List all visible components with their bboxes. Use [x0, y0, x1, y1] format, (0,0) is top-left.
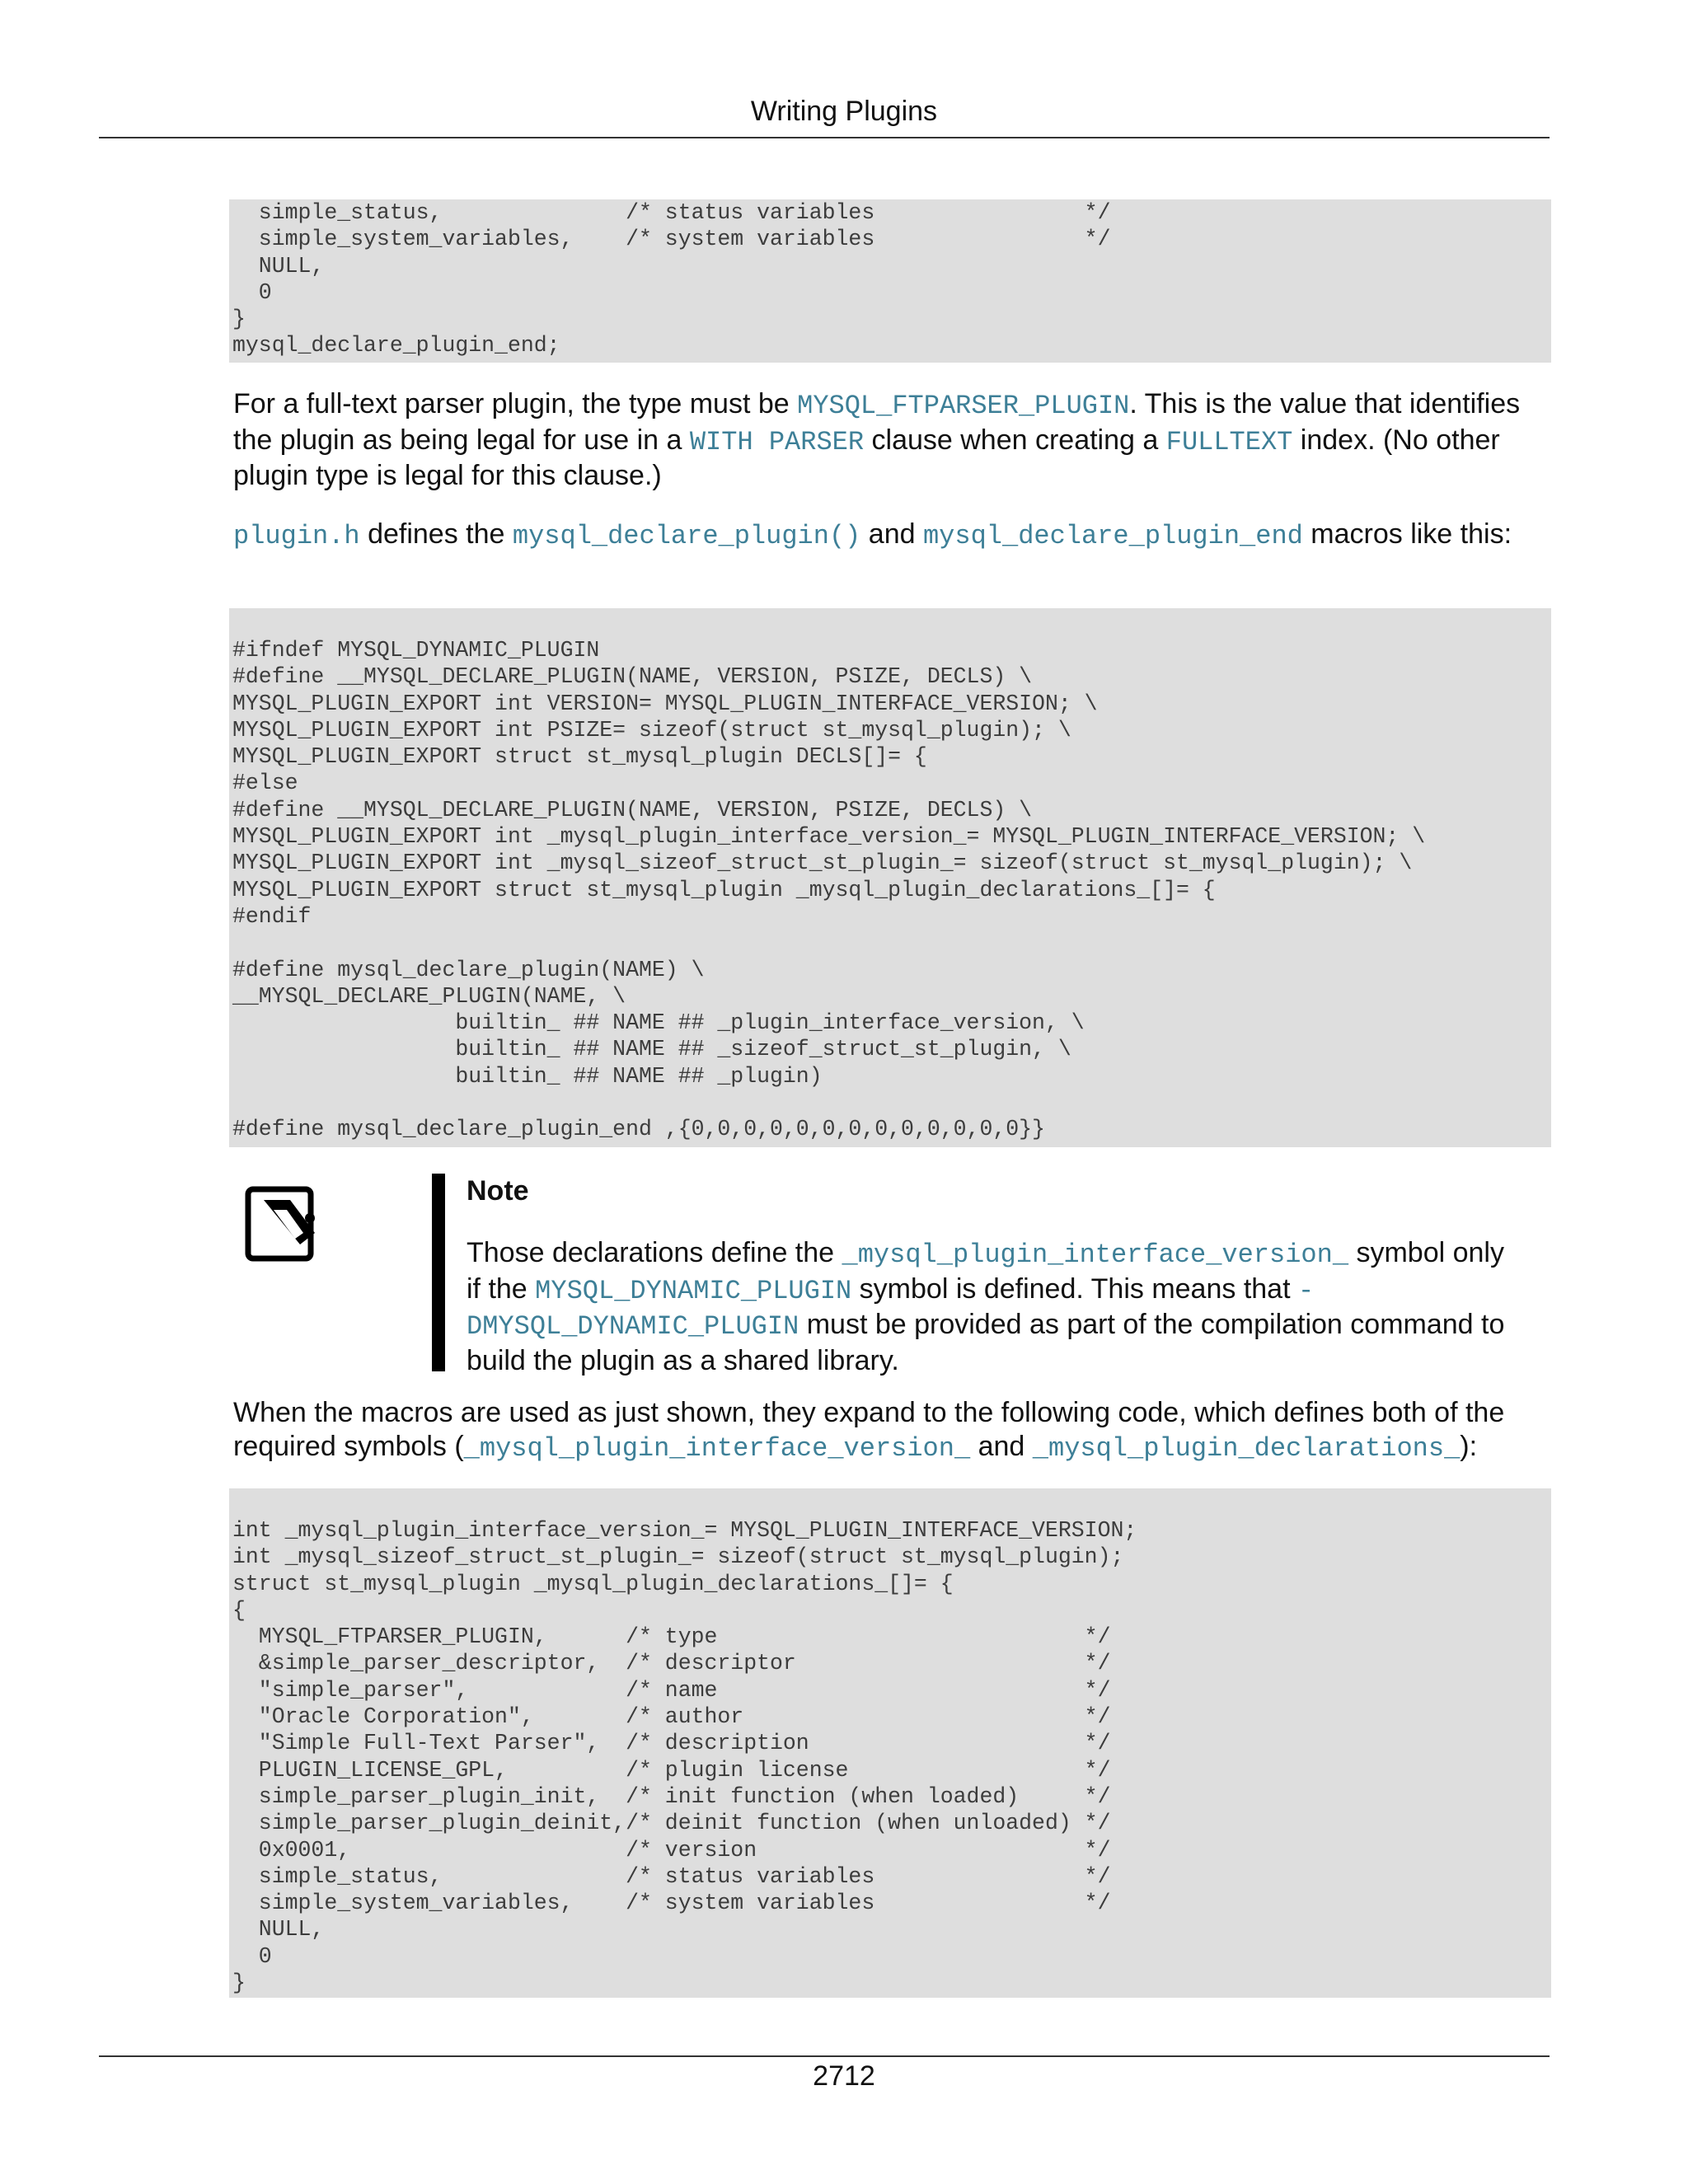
- paragraph-macro-expansion: [233, 1396, 1552, 1465]
- text-segment: and: [860, 518, 923, 550]
- text-segment: must be provided as part of the compilation command to build the plugin as a shared library.: [467, 1309, 1505, 1376]
- page-number: 2712: [813, 2060, 875, 2092]
- code-literal: _mysql_plugin_declarations_: [1032, 1432, 1461, 1464]
- note-pencil-icon: [244, 1185, 318, 1264]
- text-segment: symbol is defined. This means that: [851, 1272, 1298, 1305]
- header-rule: [99, 137, 1550, 138]
- code-literal: mysql_declare_plugin(): [512, 521, 861, 551]
- code-literal: plugin.h: [233, 521, 360, 551]
- text-segment: For a full-text parser plugin, the type must be: [233, 388, 798, 419]
- text-segment: When the macros are used as just shown, they expand to the following code, which defines both of the required symbols (: [233, 1397, 1505, 1462]
- code-literal: -DMYSQL_DYNAMIC_PLUGIN: [467, 1275, 1315, 1342]
- text-segment: and: [970, 1430, 1033, 1462]
- text-segment: index. (No other plugin type is legal for this clause.): [233, 424, 1500, 491]
- code-literal: MYSQL_DYNAMIC_PLUGIN: [535, 1275, 852, 1306]
- running-header: Writing Plugins: [750, 96, 938, 127]
- text-segment: ):: [1460, 1430, 1478, 1462]
- footer-rule: [99, 2055, 1550, 2057]
- text-segment: symbol only if the: [467, 1237, 1504, 1305]
- code-literal: WITH PARSER: [689, 426, 865, 457]
- note-title: Note: [467, 1175, 529, 1207]
- code-block-plugin-end: simple_status, /* status variables */ simple_system_variables, /* system variables */ NULL, 0 } mysql_declare_plugin_end;: [229, 199, 1551, 363]
- code-block-expanded-declarations: int _mysql_plugin_interface_version_= MYSQL_PLUGIN_INTERFACE_VERSION; int _mysql_sizeof_struct_st_plugin_= sizeof(struct st_mysql_plugin); struct st_mysql_plugin _mysql_plugin_declarations_[]= { { MYSQL_FTPARSER_PLUGIN, /* type */ &simple_parser_descriptor, /* descriptor */ "simple_parser", /* name */ "Oracle Corporation", /* author */ "Simple Full-Text Parser", /* description */ PLUGIN_LICENSE_GPL, /* plugin license */ simple_parser_plugin_init, /* init function (when loaded) */ simple_parser_plugin_deinit,/* deinit function (when unloaded) */ 0x0001, /* version */ simple_status, /* status variables */ simple_system_variables, /* system variables */ NULL, 0 }: [229, 1488, 1551, 1998]
- text-segment: Those declarations define the: [467, 1237, 842, 1268]
- note-body: [467, 1236, 1505, 1377]
- text-segment: clause when creating a: [864, 424, 1166, 456]
- code-block-macro-definitions: #ifndef MYSQL_DYNAMIC_PLUGIN #define __MYSQL_DECLARE_PLUGIN(NAME, VERSION, PSIZE, DECLS) \ MYSQL_PLUGIN_EXPORT int VERSION= MYSQL_PLUGIN_INTERFACE_VERSION; \ MYSQL_PLUGIN_EXPORT int PSIZE= sizeof(struct st_mysql_plugin); \ MYSQL_PLUGIN_EXPORT struct st_mysql_plugin DECLS[]= { #else #define __MYSQL_DECLARE_PLUGIN(NAME, VERSION, PSIZE, DECLS) \ MYSQL_PLUGIN_EXPORT int _mysql_plugin_interface_version_= MYSQL_PLUGIN_INTERFACE_VERSION; \ MYSQL_PLUGIN_EXPORT int _mysql_sizeof_struct_st_plugin_= sizeof(struct st_mysql_plugin); \ MYSQL_PLUGIN_EXPORT struct st_mysql_plugin _mysql_plugin_declarations_[]= { #endif #define mysql_declare_plugin(NAME) \ __MYSQL_DECLARE_PLUGIN(NAME, \ builtin_ ## NAME ## _plugin_interface_version, \ builtin_ ## NAME ## _sizeof_struct_st_plugin, \ builtin_ ## NAME ## _plugin) #define mysql_declare_plugin_end ,{0,0,0,0,0,0,0,0,0,0,0,0,0}}: [229, 608, 1551, 1147]
- text-segment: . This is the value that identifies the plugin as being legal for use in a: [233, 388, 1521, 456]
- code-literal: FULLTEXT: [1165, 426, 1293, 457]
- text-segment: defines the: [359, 518, 513, 550]
- code-literal: mysql_declare_plugin_end: [922, 521, 1303, 551]
- code-literal: _mysql_plugin_interface_version_: [463, 1432, 971, 1464]
- paragraph-plugin-h: [233, 518, 1552, 554]
- code-literal: MYSQL_FTPARSER_PLUGIN: [797, 391, 1130, 421]
- text-segment: macros like this:: [1302, 518, 1512, 550]
- paragraph-plugin-type: [233, 387, 1552, 493]
- note-sidebar-bar: [432, 1174, 445, 1371]
- code-literal: _mysql_plugin_interface_version_: [842, 1240, 1349, 1270]
